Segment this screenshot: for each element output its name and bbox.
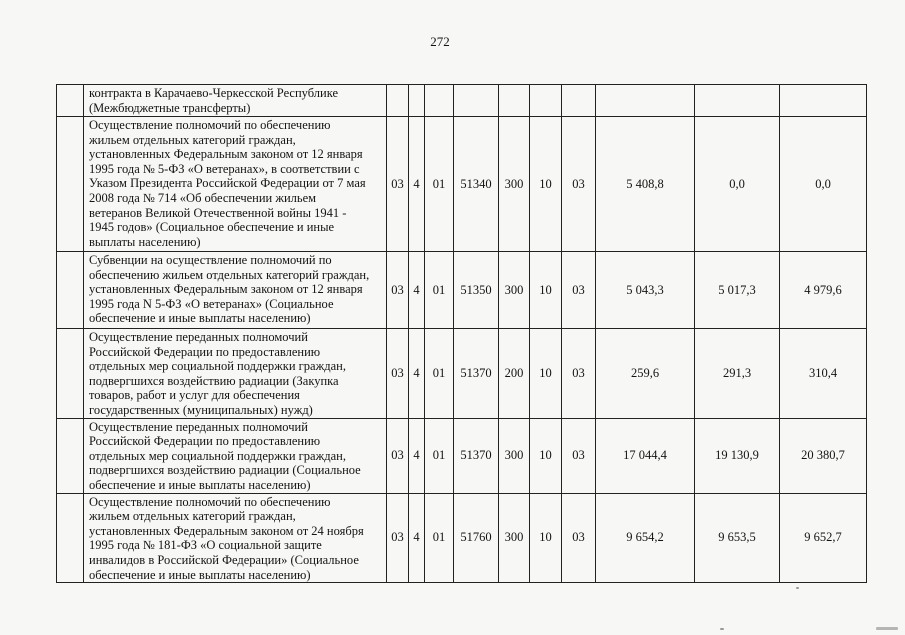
amount-year-1: 9 654,2 [596, 493, 695, 583]
ministry-code: 03 [387, 117, 409, 252]
section-code: 10 [530, 117, 562, 252]
subprogram-code: 01 [425, 493, 454, 583]
amount-year-1: 259,6 [596, 329, 695, 419]
table-row [57, 329, 867, 419]
direction-code: 51350 [454, 252, 499, 329]
amount-year-2 [695, 85, 780, 117]
row-description-cell [84, 329, 387, 419]
program-code: 4 [409, 418, 425, 493]
program-code: 4 [409, 493, 425, 583]
expense-type-code: 300 [499, 117, 530, 252]
subsection-code: 03 [562, 329, 596, 419]
direction-code [454, 85, 499, 117]
ministry-code: 03 [387, 329, 409, 419]
row-description-cell [84, 493, 387, 583]
row-description: контракта в Карачаево-Черкесской Республике (Межбюджетные трансферты) [89, 86, 339, 115]
ministry-code: 03 [387, 418, 409, 493]
table-row [57, 252, 867, 329]
section-code: 10 [530, 329, 562, 419]
row-description: Осуществление переданных полномочий Российской Федерации по предоставлению отдельных мер социальной поддержки граждан, подвергшихся воздействию радиации (Закупка товаров, работ и услуг для обеспечения государственных (муниципальных) нужд) [89, 330, 346, 417]
row-description-cell [84, 252, 387, 329]
row-description-cell [84, 117, 387, 252]
row-description: Осуществление полномочий по обеспечению жильем отдельных категорий граждан, установленных Федеральным законом от 12 января 1995 года № 5-ФЗ «О ветеранах», в соответствии с Указом Президента Российской Федерации от 7 мая 2008 года № 714 «Об обеспечении жильем ветеранов Великой Отечественной войны 1941 - 1945 годов» (Социальное обеспечение и иные выплаты населению) [89, 118, 366, 249]
ministry-code: 03 [387, 493, 409, 583]
row-blank-cell [57, 329, 84, 419]
amount-year-2: 9 653,5 [695, 493, 780, 583]
row-blank-cell [57, 117, 84, 252]
page-number: 272 [430, 34, 450, 49]
amount-year-2: 0,0 [695, 117, 780, 252]
subsection-code: 03 [562, 252, 596, 329]
direction-code: 51760 [454, 493, 499, 583]
subsection-code: 03 [562, 493, 596, 583]
amount-year-1 [596, 85, 695, 117]
table-row [57, 117, 867, 252]
section-code [530, 85, 562, 117]
program-code: 4 [409, 252, 425, 329]
amount-year-3: 310,4 [780, 329, 867, 419]
direction-code: 51370 [454, 418, 499, 493]
expense-type-code: 200 [499, 329, 530, 419]
amount-year-3: 4 979,6 [780, 252, 867, 329]
amount-year-2: 291,3 [695, 329, 780, 419]
scan-speck [876, 627, 898, 630]
subsection-code: 03 [562, 418, 596, 493]
expense-type-code [499, 85, 530, 117]
amount-year-3: 9 652,7 [780, 493, 867, 583]
direction-code: 51370 [454, 329, 499, 419]
expense-type-code: 300 [499, 493, 530, 583]
table-row [57, 493, 867, 583]
ministry-code: 03 [387, 252, 409, 329]
row-description-cell [84, 85, 387, 117]
program-code: 4 [409, 117, 425, 252]
table-body [57, 85, 867, 583]
direction-code: 51340 [454, 117, 499, 252]
expense-type-code: 300 [499, 252, 530, 329]
amount-year-1: 17 044,4 [596, 418, 695, 493]
amount-year-1: 5 408,8 [596, 117, 695, 252]
row-description: Осуществление полномочий по обеспечению жильем отдельных категорий граждан, установленных Федеральным законом от 24 ноября 1995 года № 181-ФЗ «О социальной защите инвалидов в Российской Федерации» (Социальное обеспечение и иные выплаты населению) [89, 494, 364, 582]
section-code: 10 [530, 252, 562, 329]
row-blank-cell [57, 252, 84, 329]
table-row [57, 85, 867, 117]
table-row [57, 418, 867, 493]
amount-year-1: 5 043,3 [596, 252, 695, 329]
amount-year-2: 5 017,3 [695, 252, 780, 329]
subsection-code: 03 [562, 117, 596, 252]
subprogram-code: 01 [425, 117, 454, 252]
subprogram-code: 01 [425, 418, 454, 493]
row-description: Субвенции на осуществление полномочий по обеспечению жильем отдельных категорий граждан, установленных Федеральным законом от 12 января 1995 года N 5-ФЗ «О ветеранах» (Социальное обеспечение и иные выплаты населению) [89, 253, 370, 326]
amount-year-3: 20 380,7 [780, 418, 867, 493]
section-code: 10 [530, 418, 562, 493]
program-code [409, 85, 425, 117]
row-blank-cell [57, 418, 84, 493]
subsection-code [562, 85, 596, 117]
row-description-cell [84, 418, 387, 493]
amount-year-3 [780, 85, 867, 117]
ministry-code [387, 85, 409, 117]
section-code: 10 [530, 493, 562, 583]
scan-speck [796, 587, 799, 589]
subprogram-code: 01 [425, 329, 454, 419]
amount-year-3: 0,0 [780, 117, 867, 252]
expense-type-code: 300 [499, 418, 530, 493]
program-code: 4 [409, 329, 425, 419]
row-blank-cell [57, 85, 84, 117]
row-blank-cell [57, 493, 84, 583]
subprogram-code: 01 [425, 252, 454, 329]
row-description: Осуществление переданных полномочий Российской Федерации по предоставлению отдельных мер социальной поддержки граждан, подвергшихся воздействию радиации (Социальное обеспечение и иные выплаты населению) [89, 419, 361, 492]
subprogram-code [425, 85, 454, 117]
scan-speck [720, 628, 724, 630]
amount-year-2: 19 130,9 [695, 418, 780, 493]
budget-table [56, 84, 867, 583]
